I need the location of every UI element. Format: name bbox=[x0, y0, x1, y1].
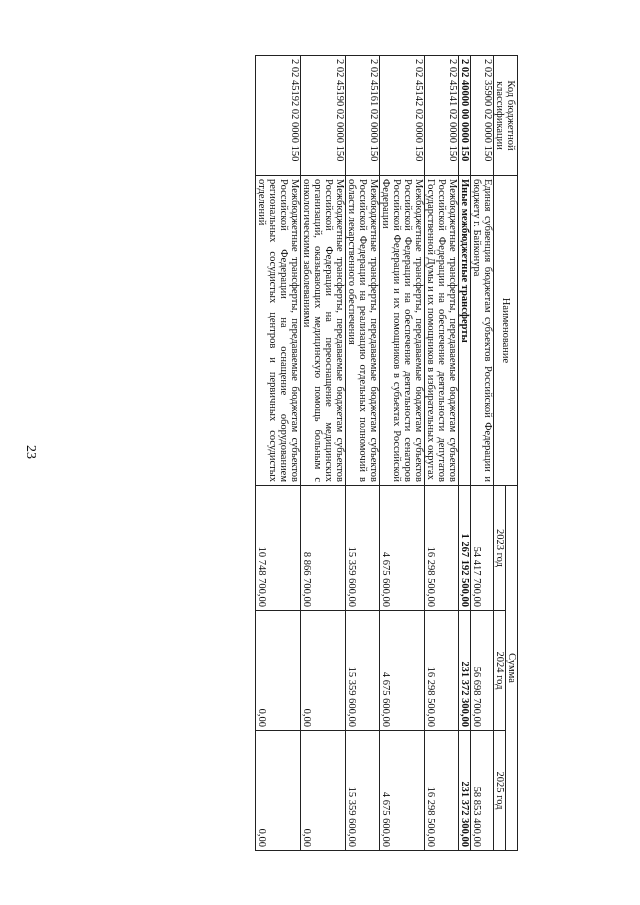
row-code: 2 02 45190 02 0000 150 bbox=[301, 56, 346, 176]
header-name: Наименование bbox=[494, 176, 518, 486]
row-name: Межбюджетные трансферты, передаваемые бюджетам субъектов Российской Федерации на обеспечение деятельности сенаторов Российской Федерации и их помощников в субъектах Российской Федерации bbox=[380, 176, 425, 486]
row-value-2023: 15 359 600,00 bbox=[346, 486, 380, 611]
row-code: 2 02 40000 00 0000 150 bbox=[459, 56, 471, 176]
table-row bbox=[346, 56, 380, 851]
row-value-2023: 8 866 700,00 bbox=[301, 486, 346, 611]
row-code: 2 02 35900 02 0000 150 bbox=[471, 56, 494, 176]
row-value-2025: 231 372 300,00 bbox=[459, 731, 471, 851]
row-code: 2 02 45161 02 0000 150 bbox=[346, 56, 380, 176]
row-value-2024: 56 698 700,00 bbox=[471, 611, 494, 731]
table-row bbox=[301, 56, 346, 851]
header-code: Код бюджетной классификации bbox=[494, 56, 518, 176]
table-row bbox=[380, 56, 425, 851]
row-value-2023: 16 298 500,00 bbox=[425, 486, 459, 611]
row-value-2024: 0,00 bbox=[256, 611, 301, 731]
row-value-2024: 4 675 600,00 bbox=[380, 611, 425, 731]
table-row bbox=[256, 56, 301, 851]
row-value-2024: 16 298 500,00 bbox=[425, 611, 459, 731]
row-code: 2 02 45192 02 0000 150 bbox=[256, 56, 301, 176]
row-name: Межбюджетные трансферты, передаваемые бюджетам субъектов Российской Федерации на обеспечение деятельности депутатов Государственной Думы и их помощников в избирательных округах bbox=[425, 176, 459, 486]
row-value-2025: 0,00 bbox=[256, 731, 301, 851]
row-code: 2 02 45142 02 0000 150 bbox=[380, 56, 425, 176]
rotated-page bbox=[121, 55, 518, 850]
row-value-2025: 15 359 600,00 bbox=[346, 731, 380, 851]
header-year-2024: 2024 год bbox=[494, 611, 506, 731]
page-number: 23 bbox=[23, 445, 38, 459]
row-value-2025: 16 298 500,00 bbox=[425, 731, 459, 851]
row-value-2025: 4 675 600,00 bbox=[380, 731, 425, 851]
row-name: Иные межбюджетные трансферты bbox=[459, 176, 471, 486]
row-name: Единая субвенция бюджетам субъектов Российской Федерации и бюджету г. Байконура bbox=[471, 176, 494, 486]
table-row bbox=[459, 56, 471, 851]
row-code: 2 02 45141 02 0000 150 bbox=[425, 56, 459, 176]
header-year-2023: 2023 год bbox=[494, 486, 506, 611]
table-row bbox=[471, 56, 494, 851]
table-row bbox=[425, 56, 459, 851]
row-name: Межбюджетные трансферты, передаваемые бюджетам субъектов Российской Федерации на переоснащение медицинских организаций, оказывающих медицинскую помощь больным с онкологическими заболеваниями bbox=[301, 176, 346, 486]
row-name: Межбюджетные трансферты, передаваемые бюджетам субъектов Российской Федерации на реализацию отдельных полномочий в области лекарственного обеспечения bbox=[346, 176, 380, 486]
row-value-2024: 15 359 600,00 bbox=[346, 611, 380, 731]
row-value-2025: 58 853 400,00 bbox=[471, 731, 494, 851]
row-value-2023: 4 675 600,00 bbox=[380, 486, 425, 611]
row-name: Межбюджетные трансферты, передаваемые бюджетам субъектов Российской Федерации на оснащение оборудованием региональных сосудистых центров и первичных сосудистых отделений bbox=[256, 176, 301, 486]
header-year-2025: 2025 год bbox=[494, 731, 506, 851]
budget-table bbox=[255, 55, 518, 851]
row-value-2024: 0,00 bbox=[301, 611, 346, 731]
header-sum: Сумма bbox=[506, 486, 518, 851]
row-value-2024: 231 372 300,00 bbox=[459, 611, 471, 731]
row-value-2023: 1 267 192 500,00 bbox=[459, 486, 471, 611]
row-value-2023: 10 748 700,00 bbox=[256, 486, 301, 611]
row-value-2023: 54 417 700,00 bbox=[471, 486, 494, 611]
row-value-2025: 0,00 bbox=[301, 731, 346, 851]
